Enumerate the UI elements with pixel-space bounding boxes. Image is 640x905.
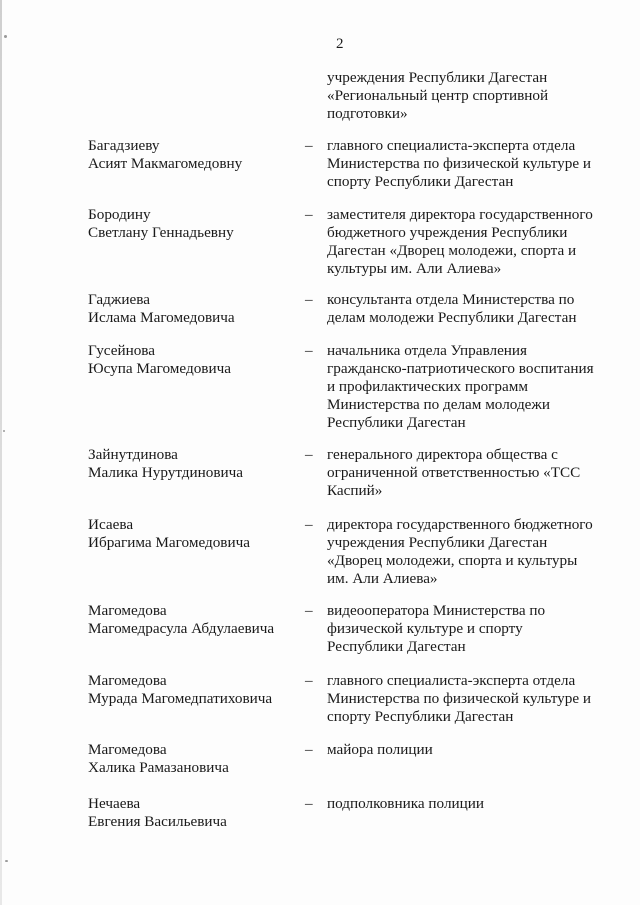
person-name xyxy=(88,516,250,552)
scan-speck xyxy=(3,430,5,432)
position-line: Министерства по физической культуре и xyxy=(327,155,592,172)
person-position xyxy=(327,516,593,588)
person-name xyxy=(88,291,235,327)
person-position xyxy=(327,137,591,191)
scan-speck xyxy=(5,860,8,862)
person-position xyxy=(327,206,593,278)
person-position xyxy=(327,795,484,813)
scan-edge xyxy=(0,0,2,905)
scan-speck xyxy=(4,35,7,38)
position-line: генерального директора общества с xyxy=(327,446,558,463)
name-line: Бородину xyxy=(88,206,151,223)
position-line: учреждения Республики Дагестан xyxy=(327,534,548,551)
position-line: культуры им. Али Алиева» xyxy=(327,260,502,277)
continuation-line: учреждения Республики Дагестан xyxy=(327,69,548,86)
position-line: физической культуре и спорту xyxy=(327,620,523,637)
position-line: ограниченной ответственностью «ТСС xyxy=(327,464,581,481)
person-position xyxy=(327,342,594,432)
name-line: Светлану Геннадьевну xyxy=(88,224,234,241)
name-line: Исаева xyxy=(88,516,134,533)
position-line: им. Али Алиева» xyxy=(327,570,438,587)
page-number: 2 xyxy=(336,36,344,52)
position-line: спорту Республики Дагестан xyxy=(327,708,514,725)
name-line: Халика Рамазановича xyxy=(88,759,229,776)
continuation-line: подготовки» xyxy=(327,105,408,122)
position-line: главного специалиста-эксперта отдела xyxy=(327,137,576,154)
dash-separator: – xyxy=(305,291,313,308)
dash-separator: – xyxy=(305,741,313,758)
dash-separator: – xyxy=(305,446,313,463)
position-line: майора полиции xyxy=(327,741,433,758)
person-position xyxy=(327,741,433,759)
position-line: «Дворец молодежи, спорта и культуры xyxy=(327,552,578,569)
person-name xyxy=(88,137,242,173)
name-line: Зайнутдинова xyxy=(88,446,178,463)
name-line: Малика Нурутдиновича xyxy=(88,464,244,481)
person-position xyxy=(327,602,545,656)
person-name xyxy=(88,741,229,777)
name-line: Багадзиеву xyxy=(88,137,160,154)
position-line: директора государственного бюджетного xyxy=(327,516,593,533)
dash-separator: – xyxy=(305,795,313,812)
position-line: заместителя директора государственного xyxy=(327,206,593,223)
position-line: Республики Дагестан xyxy=(327,638,466,655)
position-line: Республики Дагестан xyxy=(327,414,466,431)
name-line: Юсупа Магомедовича xyxy=(88,360,231,377)
person-name xyxy=(88,672,272,708)
position-line: спорту Республики Дагестан xyxy=(327,173,514,190)
person-name xyxy=(88,206,234,242)
person-name xyxy=(88,446,243,482)
dash-separator: – xyxy=(305,137,313,154)
person-position xyxy=(327,672,591,726)
dash-separator: – xyxy=(305,602,313,619)
position-line: главного специалиста-эксперта отдела xyxy=(327,672,576,689)
position-line: начальника отдела Управления xyxy=(327,342,528,359)
continuation-text xyxy=(327,69,548,123)
position-line: Дагестан «Дворец молодежи, спорта и xyxy=(327,242,577,259)
name-line: Гусейнова xyxy=(88,342,156,359)
person-name xyxy=(88,602,274,638)
person-name xyxy=(88,342,231,378)
position-line: делам молодежи Республики Дагестан xyxy=(327,309,577,326)
name-line: Мурада Магомедпатиховича xyxy=(88,690,273,707)
name-line: Гаджиева xyxy=(88,291,150,308)
person-position xyxy=(327,446,580,500)
position-line: Министерства по физической культуре и xyxy=(327,690,592,707)
position-line: консультанта отдела Министерства по xyxy=(327,291,575,308)
position-line: Министерства по делам молодежи xyxy=(327,396,551,413)
dash-separator: – xyxy=(305,206,313,223)
continuation-line: «Региональный центр спортивной xyxy=(327,87,549,104)
name-line: Магомедова xyxy=(88,672,167,689)
person-name xyxy=(88,795,227,831)
name-line: Ислама Магомедовича xyxy=(88,309,235,326)
name-line: Магомедрасула Абдулаевича xyxy=(88,620,275,637)
name-line: Евгения Васильевича xyxy=(88,813,227,830)
dash-separator: – xyxy=(305,516,313,533)
name-line: Нечаева xyxy=(88,795,141,812)
dash-separator: – xyxy=(305,342,313,359)
position-line: видеооператора Министерства по xyxy=(327,602,546,619)
person-position xyxy=(327,291,577,327)
name-line: Магомедова xyxy=(88,602,167,619)
dash-separator: – xyxy=(305,672,313,689)
position-line: Каспий» xyxy=(327,482,383,499)
name-line: Магомедова xyxy=(88,741,167,758)
position-line: подполковника полиции xyxy=(327,795,485,812)
position-line: бюджетного учреждения Республики xyxy=(327,224,568,241)
name-line: Ибрагима Магомедовича xyxy=(88,534,250,551)
position-line: и профилактических программ xyxy=(327,378,528,395)
position-line: гражданско-патриотического воспитания xyxy=(327,360,594,377)
name-line: Асият Макмагомедовну xyxy=(88,155,243,172)
